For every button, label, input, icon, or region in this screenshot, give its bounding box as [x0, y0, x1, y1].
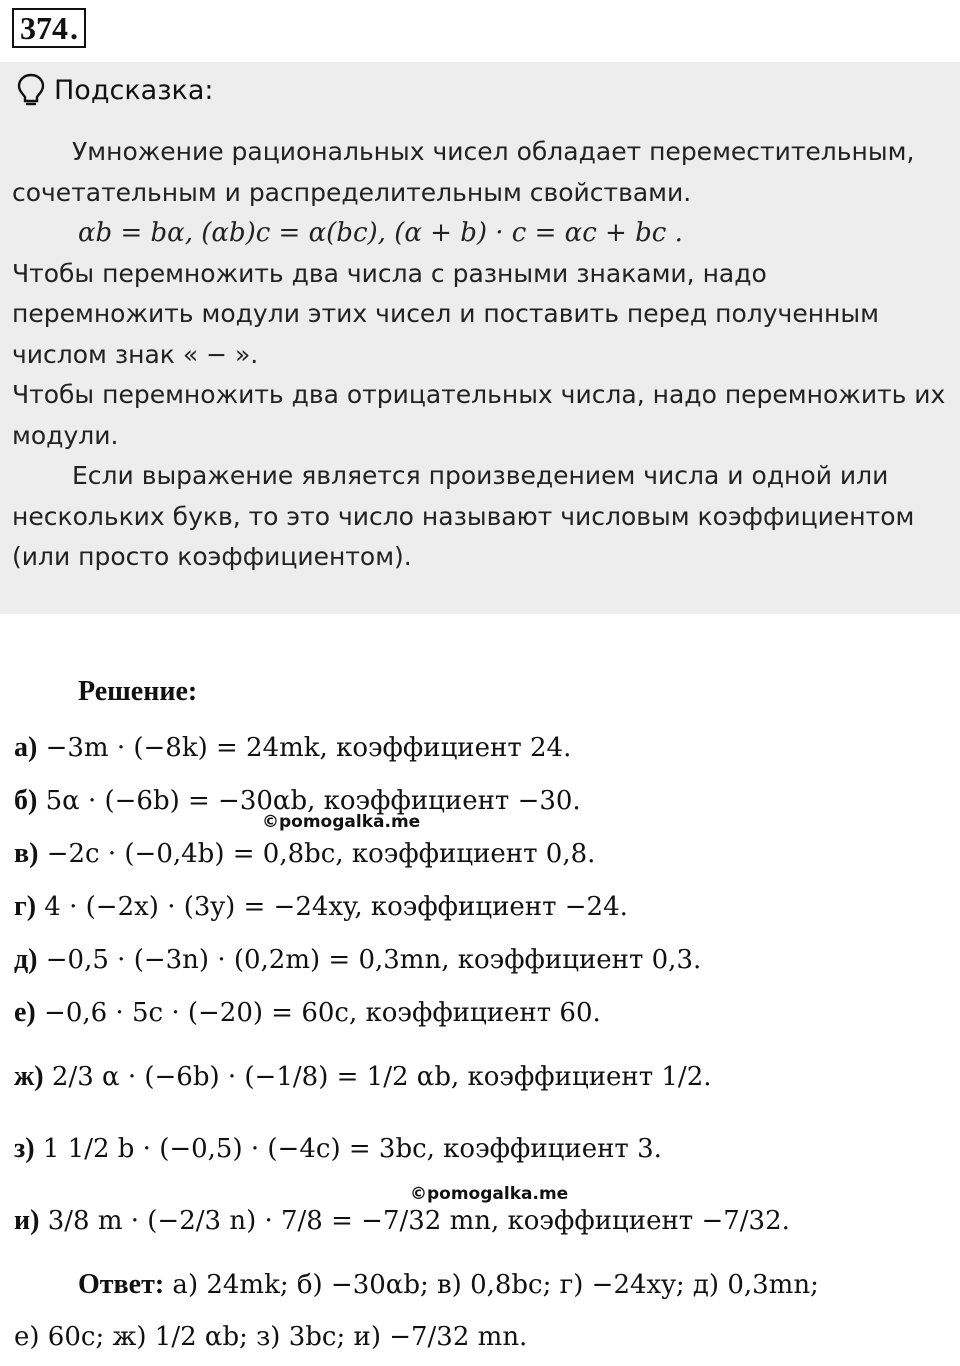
lightbulb-icon: [16, 73, 46, 107]
solution-line-v: в) −2c · (−0,4b) = 0,8bc, коэффициент 0,8.: [14, 838, 596, 869]
hint-header: [16, 70, 214, 110]
solution-title: Решение:: [78, 676, 198, 707]
hint-paragraph-2: Чтобы перемножить два числа с разными знаками, надо перемножить модули этих чисел и поставить перед полученным числом знак « − ».: [12, 258, 879, 369]
hint-body: [12, 132, 948, 578]
solution-line-z: з) 1 1/2 b · (−0,5) · (−4c) = 3bc, коэффициент 3.: [14, 1133, 662, 1164]
task-number-text: 374: [20, 10, 68, 46]
answer-line-1: Ответ: а) 24mk; б) −30αb; в) 0,8bc; г) −24xy; д) 0,3mn;: [78, 1269, 819, 1300]
solution-line-g: г) 4 · (−2x) · (3y) = −24xy, коэффициент −24.: [14, 891, 628, 922]
hint-paragraph-4: Если выражение является произведением числа и одной или нескольких букв, то это число называют числовым коэффициентом (или просто коэффициентом).: [12, 461, 915, 571]
solution-line-i: и) 3/8 m · (−2/3 n) · 7/8 = −7/32 mn, коэффициент −7/32.: [14, 1205, 790, 1236]
hint-paragraph-1: Умножение рациональных чисел обладает переместительным, сочетательным и распределительным свойствами.: [12, 137, 915, 207]
solution-line-b: б) 5α · (−6b) = −30αb, коэффициент −30.: [14, 785, 581, 816]
watermark: ©pomogalka.me: [410, 1184, 569, 1204]
answer-line-2: е) 60c; ж) 1/2 αb; з) 3bc; и) −7/32 mn.: [14, 1322, 528, 1352]
solution-line-e: е) −0,6 · 5c · (−20) = 60c, коэффициент 60.: [14, 997, 601, 1028]
watermark: ©pomogalka.me: [262, 812, 421, 832]
solution-line-d: д) −0,5 · (−3n) · (0,2m) = 0,3mn, коэффициент 0,3.: [14, 944, 702, 975]
task-number: 374.: [12, 8, 86, 48]
solution-line-a: а) −3m · (−8k) = 24mk, коэффициент 24.: [14, 732, 572, 763]
hint-formula: αb = bα, (αb)c = α(bc), (α + b) · c = αc + bc .: [78, 218, 683, 248]
solution-line-zh: ж) 2/3 α · (−6b) · (−1/8) = 1/2 αb, коэффициент 1/2.: [14, 1061, 712, 1092]
hint-title: Подсказка:: [54, 74, 214, 106]
hint-paragraph-3: Чтобы перемножить два отрицательных числа, надо перемножить их модули.: [12, 380, 946, 450]
